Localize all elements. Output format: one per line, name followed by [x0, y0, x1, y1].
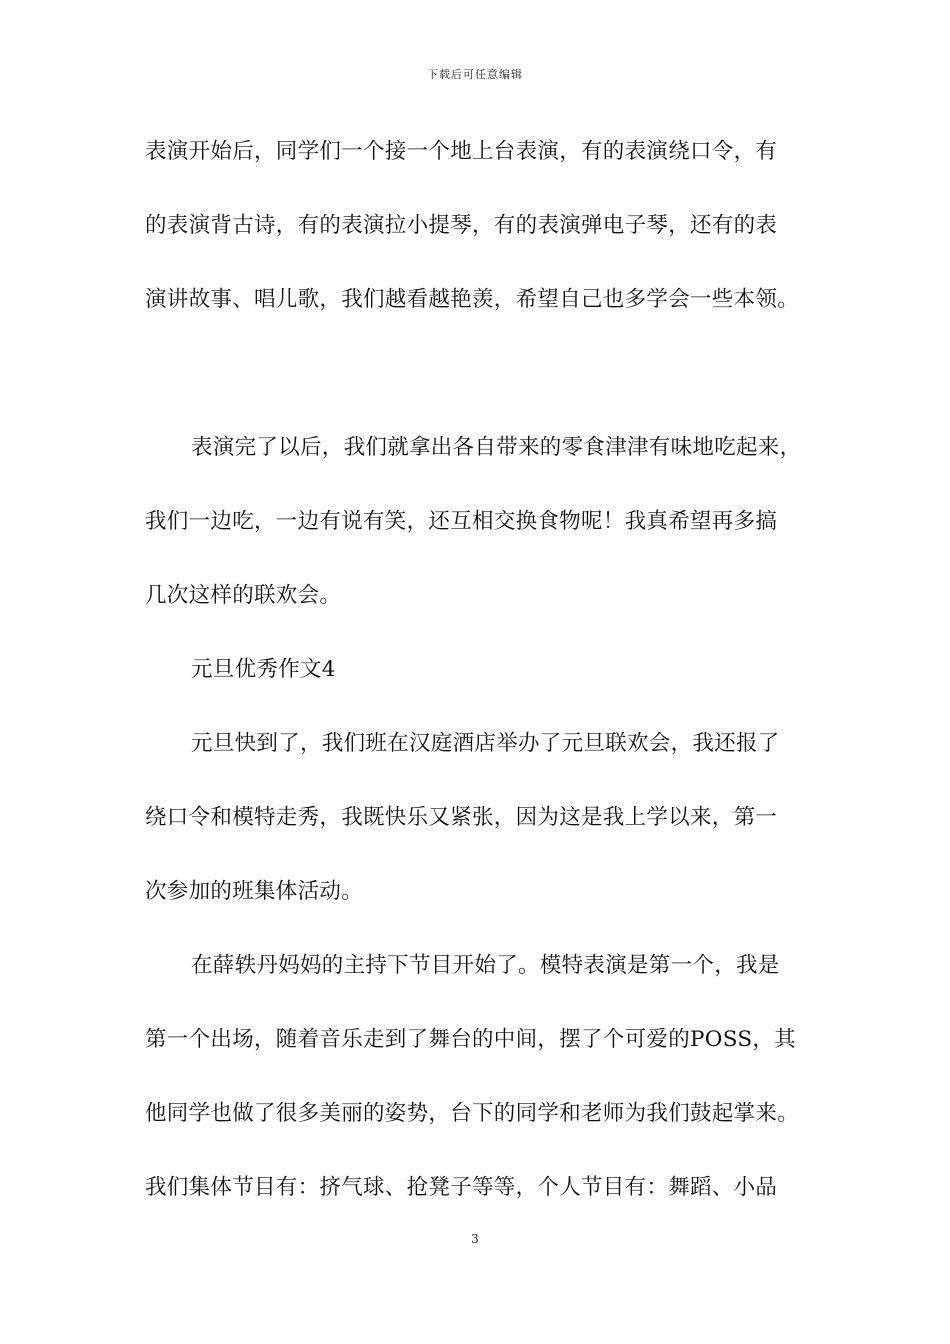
paragraph-first-line: 表演完了以后，我们就拿出各自带来的零食津津有味地吃起来， — [191, 435, 802, 460]
text-line: 他同学也做了很多美丽的姿势，台下的同学和老师为我们鼓起掌来。 — [145, 1101, 800, 1126]
document-body — [145, 132, 815, 1242]
paragraph-first-line: 在薛轶丹妈妈的主持下节目开始了。模特表演是第一个，我是 — [191, 953, 780, 978]
text-line: 绕口令和模特走秀，我既快乐又紧张，因为这是我上学以来，第一 — [145, 805, 778, 830]
page-number: 3 — [471, 1232, 479, 1246]
text-line: 几次这样的联欢会。 — [145, 583, 342, 608]
page-header-note: 下载后可任意编辑 — [427, 68, 523, 81]
paragraph-gap — [145, 354, 815, 428]
text-line: 我们一边吃，一边有说有笑，还互相交换食物呢！我真希望再多搞 — [145, 509, 778, 534]
text-line: 第一个出场，随着音乐走到了舞台的中间，摆了个可爱的POSS，其 — [145, 1027, 796, 1052]
text-line: 我们集体节目有：挤气球、抢凳子等等，个人节目有：舞蹈、小品 — [145, 1175, 778, 1200]
section-heading: 元旦优秀作文4 — [191, 657, 336, 682]
paragraph-first-line: 元旦快到了，我们班在汉庭酒店举办了元旦联欢会，我还报了 — [191, 731, 780, 756]
text-line: 演讲故事、唱儿歌，我们越看越艳羡，希望自己也多学会一些本领。 — [145, 287, 800, 312]
text-line: 次参加的班集体活动。 — [145, 879, 364, 904]
text-line: 表演开始后，同学们一个接一个地上台表演，有的表演绕口令，有 — [145, 139, 778, 164]
text-line: 的表演背古诗，有的表演拉小提琴，有的表演弹电子琴，还有的表 — [145, 213, 778, 238]
